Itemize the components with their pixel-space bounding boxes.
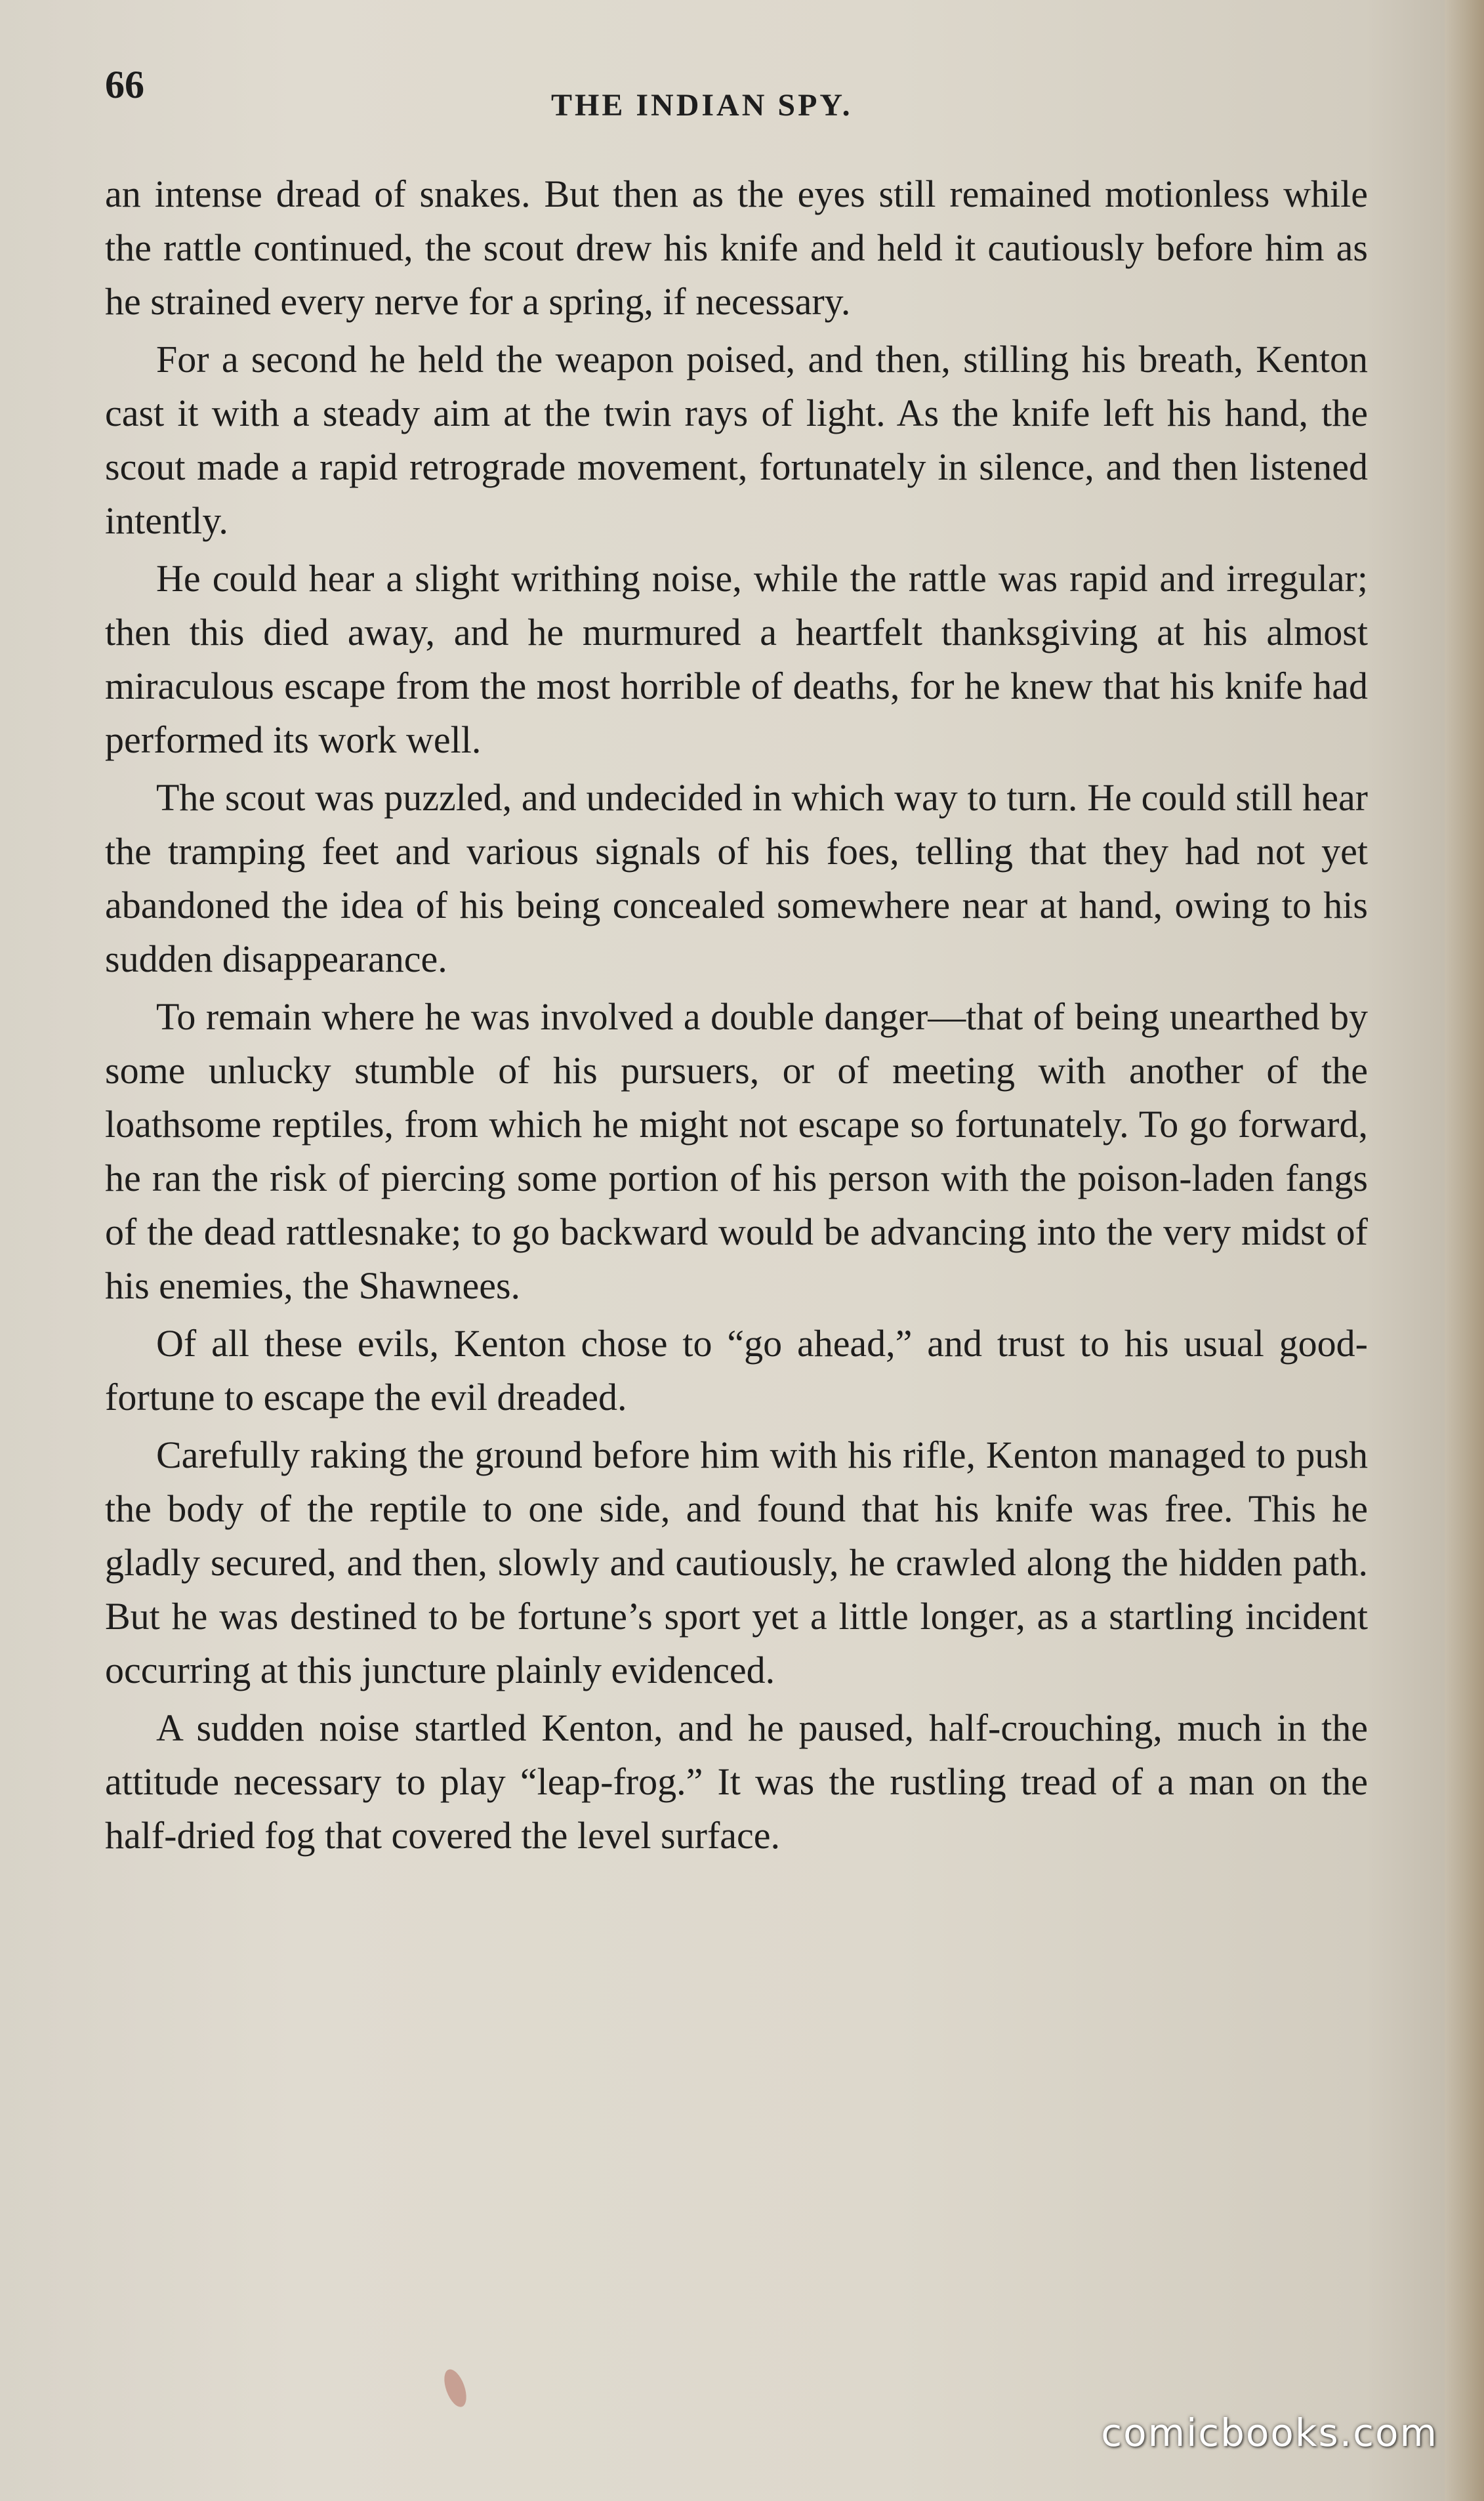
paragraph: Of all these evils, Kenton chose to “go ahead,” and trust to his usual good-fortune to escape the evil dreaded. (105, 1322, 1368, 1418)
paragraph: an intense dread of snakes. But then as the eyes still remained motionless while the rattle continued, the scout drew his knife and held it cautiously before him as he strained every nerve for a spring, if necessary. (105, 173, 1368, 323)
page-edge (1445, 0, 1484, 2501)
paragraph: A sudden noise startled Kenton, and he paused, half-crouching, much in the attitude necessary to play “leap-frog.” It was the rustling tread of a man on the half-dried fog that covered the level surface. (105, 1706, 1368, 1857)
running-title: THE INDIAN SPY. (551, 88, 853, 123)
paper-stain (440, 2367, 471, 2410)
page-number: 66 (105, 63, 144, 106)
paragraph: Carefully raking the ground before him with his rifle, Kenton managed to push the body of the reptile to one side, and found that his knife was free. This he gladly secured, and then, slowly and cautiously, he crawled along the hidden path. But he was destined to be fortune’s sport yet a little longer, as a startling incident occurring at this juncture plainly evidenced. (105, 1434, 1368, 1691)
paragraph: The scout was puzzled, and undecided in which way to turn. He could still hear the tramping feet and various signals of his foes, telling that they had not yet abandoned the idea of his being concealed somewhere near at hand, owing to his sudden disappearance. (105, 776, 1368, 980)
watermark: comicbooks.com (1101, 2410, 1438, 2455)
paragraph: To remain where he was involved a double danger—that of being unearthed by some unlucky stumble of his pursuers, or of meeting with another of the loathsome reptiles, from which he might not escape so fortunately. To go forward, he ran the risk of piercing some portion of his person with the poison-laden fangs of the dead rattlesnake; to go backward would be advancing into the very midst of his enemies, the Shawnees. (105, 995, 1368, 1307)
paragraph: For a second he held the weapon poised, and then, stilling his breath, Kenton cast it with a steady aim at the twin rays of light. As the knife left his hand, the scout made a rapid retrograde movement, fortunately in silence, and then listened intently. (105, 338, 1368, 542)
page-header (105, 62, 1365, 121)
paragraph: He could hear a slight writhing noise, while the rattle was rapid and irregular; then this died away, and he murmured a heartfelt thanksgiving at his almost miraculous escape from the most horrible of deaths, for he knew that his knife had performed its work well. (105, 557, 1368, 761)
body-text (105, 167, 1368, 1867)
